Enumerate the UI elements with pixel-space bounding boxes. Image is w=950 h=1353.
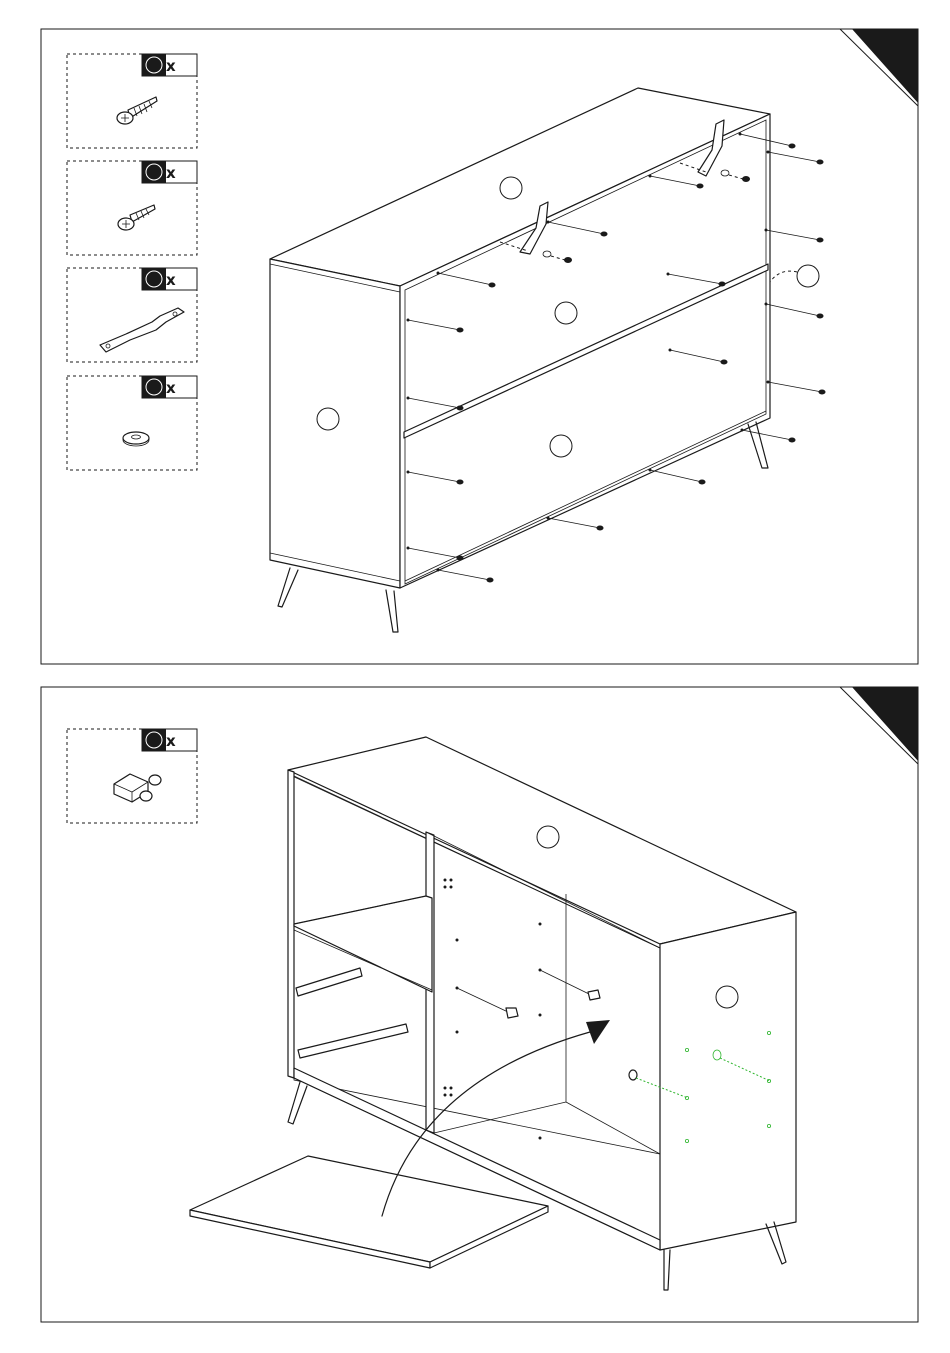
panel-callout (797, 265, 819, 287)
cam-connector-icon (114, 774, 161, 802)
screw-head-icon (487, 578, 494, 583)
part-qty-marker: x (166, 732, 176, 750)
drawer-slide (296, 968, 408, 1058)
step-2-panel (41, 687, 918, 1322)
part-qty-marker: x (166, 379, 176, 397)
screw-head-icon (817, 314, 824, 319)
part-qty-marker: x (166, 271, 176, 289)
panel-callout (555, 302, 577, 324)
step-1-panel (41, 29, 918, 664)
part-qty-marker: x (166, 164, 176, 182)
screw-head-icon (489, 283, 496, 288)
panel-callout (500, 177, 522, 199)
step-2-corner-badge (840, 687, 918, 764)
screw-head-icon (817, 160, 824, 165)
panel-callout (550, 435, 572, 457)
step-1-corner-badge (840, 29, 918, 106)
part-box-4 (67, 376, 197, 470)
screw-head-icon (457, 328, 464, 333)
panel-callout (716, 986, 738, 1008)
screw-head-icon (789, 144, 796, 149)
part-qty-marker: x (166, 57, 176, 75)
parts-legend-step-2 (67, 729, 197, 823)
part-box-5 (67, 729, 197, 823)
screw-icon (117, 97, 157, 124)
screw-head-icon (742, 176, 750, 182)
panel-callout (317, 408, 339, 430)
washer-icon (123, 432, 149, 446)
screw-head-icon (817, 238, 824, 243)
parts-legend-step-1 (67, 54, 197, 470)
screw-head-icon (457, 406, 464, 411)
screw-head-icon (601, 232, 608, 237)
screw-head-icon (819, 390, 826, 395)
screw-head-icon (697, 184, 704, 189)
screw-head-icon (719, 282, 726, 287)
loose-panel (190, 1156, 548, 1268)
screw-head-icon (699, 480, 706, 485)
panel-callout (537, 826, 559, 848)
screw-head-icon (789, 438, 796, 443)
part-box-2 (67, 161, 197, 255)
screw-head-icon (721, 360, 728, 365)
screw-head-icon (564, 257, 572, 263)
screw-head-icon (457, 556, 464, 561)
sideboard-front-view (190, 737, 796, 1290)
screw-head-icon (597, 526, 604, 531)
screw-icon (118, 205, 155, 230)
sideboard-back-view (270, 88, 826, 632)
part-box-1 (67, 54, 197, 148)
bracket-icon (100, 308, 184, 352)
screw-head-icon (457, 480, 464, 485)
part-box-3 (67, 268, 197, 362)
